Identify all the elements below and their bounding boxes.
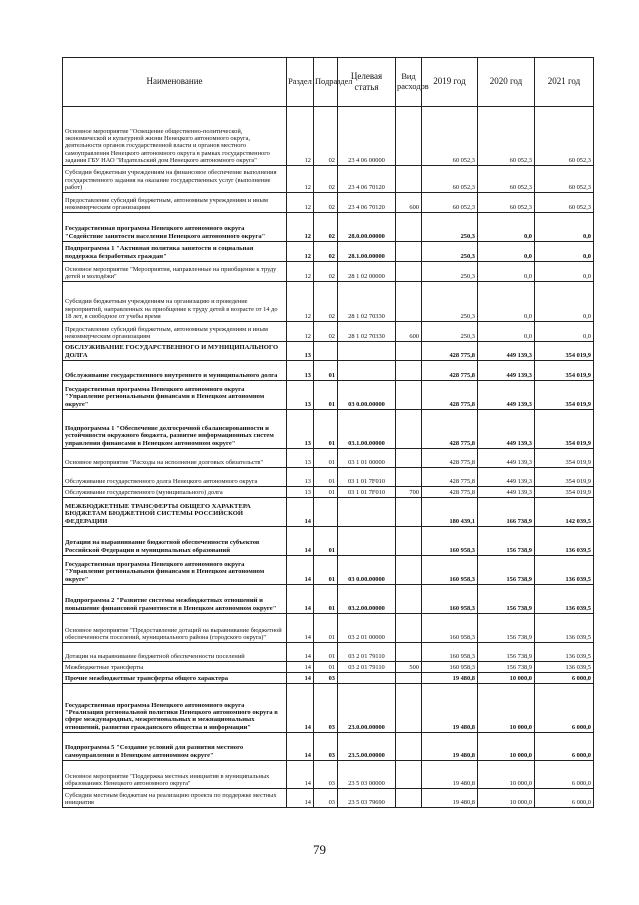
cell-podrazdel: 02 (314, 262, 338, 282)
cell-podrazdel: 01 (314, 361, 338, 381)
cell-podrazdel: 02 (314, 166, 338, 193)
cell-2020: 0,0 (478, 213, 535, 242)
cell-2021: 136 039,5 (535, 614, 594, 643)
cell-vid (396, 643, 422, 662)
cell-2020: 449 139,3 (478, 381, 535, 410)
cell-razdel: 13 (287, 487, 314, 498)
cell-target (338, 673, 396, 684)
cell-2020: 60 052,3 (478, 193, 535, 213)
cell-target: 23.5.00.00000 (338, 733, 396, 761)
cell-podrazdel: 03 (314, 733, 338, 761)
cell-target: 03 0.00.00000 (338, 556, 396, 585)
cell-name: Основное мероприятие "Расходы на исполнение долговых обязательств" (63, 449, 287, 468)
cell-podrazdel: 03 (314, 789, 338, 808)
cell-vid (396, 673, 422, 684)
cell-2019: 160 958,3 (422, 643, 478, 662)
cell-vid (396, 262, 422, 282)
cell-target: 28.1.00.00000 (338, 242, 396, 262)
cell-target: 03.1.00.00000 (338, 410, 396, 449)
cell-2019: 428 775,8 (422, 342, 478, 361)
cell-razdel: 14 (287, 761, 314, 789)
cell-2020: 0,0 (478, 322, 535, 342)
cell-2021: 0,0 (535, 322, 594, 342)
cell-2020: 10 000,0 (478, 684, 535, 733)
cell-2020: 156 738,9 (478, 556, 535, 585)
table-row (63, 662, 594, 673)
cell-2020: 60 052,3 (478, 166, 535, 193)
cell-2021: 0,0 (535, 242, 594, 262)
cell-razdel: 14 (287, 527, 314, 556)
cell-2021: 136 039,5 (535, 527, 594, 556)
cell-razdel: 12 (287, 193, 314, 213)
cell-target: 03 1 01 7F010 (338, 487, 396, 498)
cell-target: 03 1 01 7F010 (338, 468, 396, 487)
cell-2019: 60 052,3 (422, 166, 478, 193)
table-row (63, 585, 594, 614)
cell-podrazdel (314, 342, 338, 361)
cell-podrazdel: 03 (314, 684, 338, 733)
cell-name: Межбюджетные трансферты (63, 662, 287, 673)
table-row (63, 262, 594, 282)
cell-2019: 428 775,8 (422, 361, 478, 381)
cell-name: МЕЖБЮДЖЕТНЫЕ ТРАНСФЕРТЫ ОБЩЕГО ХАРАКТЕРА БЮДЖЕТАМ БЮДЖЕТНОЙ СИСТЕМЫ РОССИЙСКОЙ ФЕДЕРАЦИИ (63, 498, 287, 527)
header-target: Целевая статья (338, 58, 396, 107)
header-2019: 2019 год (422, 58, 478, 107)
cell-vid (396, 361, 422, 381)
page-number: 79 (313, 842, 326, 857)
table-row (63, 761, 594, 789)
cell-2019: 60 052,3 (422, 193, 478, 213)
table-row (63, 410, 594, 449)
cell-2021: 60 052,3 (535, 193, 594, 213)
cell-name: Государственная программа Ненецкого автономного округа "Реализация региональной политики Ненецкого автономного округа в сфере международных, межрегиональных и межнациональных отношений, развития гражданского общества и информации" (63, 684, 287, 733)
table-row (63, 342, 594, 361)
table-row (63, 213, 594, 242)
cell-target (338, 342, 396, 361)
cell-vid (396, 282, 422, 322)
cell-2019: 60 052,3 (422, 107, 478, 166)
cell-2021: 354 019,9 (535, 342, 594, 361)
table-row (63, 733, 594, 761)
cell-2019: 250,3 (422, 242, 478, 262)
cell-2021: 354 019,9 (535, 449, 594, 468)
cell-2019: 160 958,3 (422, 556, 478, 585)
cell-target: 28 1 02 70330 (338, 282, 396, 322)
cell-podrazdel: 01 (314, 410, 338, 449)
cell-name: Дотации на выравнивание бюджетной обеспеченности субъектов Российской Федерации и муниципальных образований (63, 527, 287, 556)
cell-2020: 156 738,9 (478, 614, 535, 643)
cell-name: Субсидии местным бюджетам на реализацию проекта по поддержке местных инициатив (63, 789, 287, 808)
cell-razdel: 12 (287, 107, 314, 166)
header-2021: 2021 год (535, 58, 594, 107)
cell-razdel: 14 (287, 684, 314, 733)
cell-razdel: 12 (287, 213, 314, 242)
cell-podrazdel: 01 (314, 585, 338, 614)
cell-name: ОБСЛУЖИВАНИЕ ГОСУДАРСТВЕННОГО И МУНИЦИПАЛЬНОГО ДОЛГА (63, 342, 287, 361)
cell-name: Дотации на выравнивание бюджетной обеспеченности поселений (63, 643, 287, 662)
cell-2021: 136 039,5 (535, 662, 594, 673)
cell-2021: 6 000,0 (535, 789, 594, 808)
cell-vid: 600 (396, 322, 422, 342)
cell-2021: 354 019,9 (535, 361, 594, 381)
cell-name: Подпрограмма 5 "Создание условий для развития местного самоуправления в Ненецком автономном округе" (63, 733, 287, 761)
cell-2021: 354 019,9 (535, 487, 594, 498)
budget-table (62, 57, 594, 808)
cell-razdel: 14 (287, 556, 314, 585)
cell-2019: 19 480,8 (422, 684, 478, 733)
cell-vid: 600 (396, 193, 422, 213)
table-row (63, 242, 594, 262)
cell-vid (396, 381, 422, 410)
cell-razdel: 13 (287, 381, 314, 410)
cell-podrazdel (314, 498, 338, 527)
cell-razdel: 12 (287, 166, 314, 193)
cell-razdel: 14 (287, 789, 314, 808)
table-row (63, 468, 594, 487)
cell-target: 03 1 01 00000 (338, 449, 396, 468)
cell-2019: 19 480,8 (422, 673, 478, 684)
header-2020: 2020 год (478, 58, 535, 107)
cell-podrazdel: 02 (314, 193, 338, 213)
cell-razdel: 13 (287, 468, 314, 487)
cell-2020: 10 000,0 (478, 789, 535, 808)
cell-target: 03 2 01 79110 (338, 662, 396, 673)
cell-podrazdel: 01 (314, 527, 338, 556)
cell-podrazdel: 02 (314, 213, 338, 242)
cell-vid (396, 585, 422, 614)
table-row (63, 673, 594, 684)
cell-razdel: 14 (287, 733, 314, 761)
cell-vid (396, 761, 422, 789)
table-row (63, 614, 594, 643)
cell-2019: 180 439,1 (422, 498, 478, 527)
cell-target (338, 527, 396, 556)
cell-name: Основное мероприятие "Освещение общественно-политической, экономической и культурной жизни Ненецкого автономного округа, деятельности органов государственной власти и органов местного самоуправления Ненецкого автономного округа в рамках государственного задания ГБУ НАО "Издательский дом Ненецкого автономного округа" (63, 107, 287, 166)
cell-target: 23 4 06 00000 (338, 107, 396, 166)
cell-2020: 156 738,9 (478, 527, 535, 556)
table-row (63, 556, 594, 585)
cell-name: Государственная программа Ненецкого автономного округа "Содействие занятости населения Ненецкого автономного округа" (63, 213, 287, 242)
cell-name: Субсидии бюджетным учреждениям на финансовое обеспечение выполнения государственного задания на оказание государственных услуг (выполнение работ) (63, 166, 287, 193)
cell-target: 23.0.00.00000 (338, 684, 396, 733)
cell-vid (396, 107, 422, 166)
cell-target (338, 498, 396, 527)
cell-name: Основное мероприятие "Поддержка местных инициатив в муниципальных образованиях Ненецкого автономного округа" (63, 761, 287, 789)
cell-podrazdel: 01 (314, 643, 338, 662)
cell-2019: 19 480,8 (422, 733, 478, 761)
cell-2021: 136 039,5 (535, 585, 594, 614)
cell-2021: 6 000,0 (535, 733, 594, 761)
cell-2019: 428 775,8 (422, 468, 478, 487)
cell-podrazdel: 03 (314, 761, 338, 789)
table-header (63, 58, 594, 107)
table-row (63, 166, 594, 193)
cell-2019: 250,3 (422, 322, 478, 342)
cell-podrazdel: 02 (314, 242, 338, 262)
cell-podrazdel: 01 (314, 662, 338, 673)
cell-2020: 166 738,9 (478, 498, 535, 527)
cell-name: Предоставление субсидий бюджетным, автономным учреждениям и иным некоммерческим организациям (63, 193, 287, 213)
cell-2020: 449 139,3 (478, 342, 535, 361)
cell-podrazdel: 02 (314, 282, 338, 322)
cell-2020: 449 139,3 (478, 468, 535, 487)
cell-target (338, 361, 396, 381)
cell-name: Основное мероприятие "Мероприятия, направленные на приобщение к труду детей и молодёжи" (63, 262, 287, 282)
cell-razdel: 14 (287, 498, 314, 527)
table-row (63, 381, 594, 410)
cell-podrazdel: 01 (314, 614, 338, 643)
cell-razdel: 12 (287, 322, 314, 342)
cell-2020: 156 738,9 (478, 585, 535, 614)
cell-target: 23 4 06 70120 (338, 166, 396, 193)
cell-name: Подпрограмма 2 "Развитие системы межбюджетных отношений и повышение финансовой грамотности в Ненецком автономном округе" (63, 585, 287, 614)
cell-2019: 160 958,3 (422, 614, 478, 643)
cell-vid (396, 733, 422, 761)
cell-vid (396, 410, 422, 449)
cell-razdel: 13 (287, 449, 314, 468)
cell-2020: 449 139,3 (478, 487, 535, 498)
cell-podrazdel: 01 (314, 468, 338, 487)
cell-vid (396, 342, 422, 361)
cell-target: 23 5 03 00000 (338, 761, 396, 789)
cell-podrazdel: 01 (314, 487, 338, 498)
table-row (63, 527, 594, 556)
cell-name: Субсидии бюджетным учреждениям на организацию и проведение мероприятий, направленных на приобщение к труду детей в возрасте от 14 до 18 лет, в свободное от учебы время (63, 282, 287, 322)
cell-2021: 354 019,9 (535, 381, 594, 410)
cell-name: Подпрограмма 1 "Активная политика занятости и социальная поддержка безработных граждан" (63, 242, 287, 262)
cell-2020: 156 738,9 (478, 643, 535, 662)
cell-razdel: 12 (287, 262, 314, 282)
table-body (63, 107, 594, 808)
table-row (63, 322, 594, 342)
cell-vid (396, 556, 422, 585)
cell-2021: 136 039,5 (535, 643, 594, 662)
cell-2021: 0,0 (535, 213, 594, 242)
cell-name: Подпрограмма 1 "Обеспечение долгосрочной сбалансированности и устойчивости окружного бюджета, развитие информационных систем управления финансами в Ненецком автономном округе" (63, 410, 287, 449)
cell-vid (396, 449, 422, 468)
cell-2019: 250,3 (422, 282, 478, 322)
table-row (63, 449, 594, 468)
table-row (63, 684, 594, 733)
cell-name: Прочие межбюджетные трансферты общего характера (63, 673, 287, 684)
cell-2020: 10 000,0 (478, 761, 535, 789)
cell-2019: 250,3 (422, 213, 478, 242)
header-name: Наименование (63, 58, 287, 107)
cell-2021: 136 039,5 (535, 556, 594, 585)
table-row (63, 789, 594, 808)
cell-2020: 449 139,3 (478, 410, 535, 449)
cell-2021: 6 000,0 (535, 684, 594, 733)
cell-vid (396, 213, 422, 242)
cell-2020: 449 139,3 (478, 449, 535, 468)
cell-2019: 19 480,8 (422, 789, 478, 808)
cell-target: 28.0.00.00000 (338, 213, 396, 242)
table-row (63, 107, 594, 166)
cell-razdel: 14 (287, 643, 314, 662)
cell-vid (396, 789, 422, 808)
cell-name: Обслуживание государственного (муниципального) долга (63, 487, 287, 498)
cell-razdel: 13 (287, 342, 314, 361)
cell-2021: 0,0 (535, 282, 594, 322)
cell-2019: 160 958,3 (422, 585, 478, 614)
cell-name: Государственная программа Ненецкого автономного округа "Управление региональными финансами в Ненецком автономном округе" (63, 556, 287, 585)
cell-name: Предоставление субсидий бюджетным, автономным учреждениям и иным некоммерческим организациям (63, 322, 287, 342)
cell-vid (396, 468, 422, 487)
cell-2019: 428 775,8 (422, 449, 478, 468)
cell-2021: 0,0 (535, 262, 594, 282)
cell-2020: 0,0 (478, 242, 535, 262)
cell-vid (396, 166, 422, 193)
table-row (63, 361, 594, 381)
cell-name: Обслуживание государственного внутреннего и муниципального долга (63, 361, 287, 381)
cell-razdel: 14 (287, 673, 314, 684)
cell-name: Государственная программа Ненецкого автономного округа "Управление региональными финансами в Ненецком автономном округе" (63, 381, 287, 410)
cell-2021: 60 052,3 (535, 166, 594, 193)
table-row (63, 282, 594, 322)
cell-razdel: 12 (287, 282, 314, 322)
cell-2020: 0,0 (478, 282, 535, 322)
header-vid: Вид расходов (396, 58, 422, 107)
cell-2019: 428 775,8 (422, 410, 478, 449)
cell-2021: 6 000,0 (535, 673, 594, 684)
cell-2020: 156 738,9 (478, 662, 535, 673)
cell-podrazdel: 01 (314, 381, 338, 410)
cell-2019: 250,3 (422, 262, 478, 282)
cell-razdel: 14 (287, 614, 314, 643)
cell-podrazdel: 02 (314, 107, 338, 166)
cell-2020: 10 000,0 (478, 733, 535, 761)
cell-podrazdel: 02 (314, 322, 338, 342)
cell-target: 23 4 06 70120 (338, 193, 396, 213)
cell-2019: 160 958,3 (422, 662, 478, 673)
cell-name: Обслуживание государственного долга Ненецкого автономного округа (63, 468, 287, 487)
cell-razdel: 12 (287, 242, 314, 262)
cell-vid (396, 527, 422, 556)
cell-2019: 428 775,8 (422, 381, 478, 410)
cell-target: 28 1 02 00000 (338, 262, 396, 282)
cell-2019: 160 958,3 (422, 527, 478, 556)
cell-2020: 449 139,3 (478, 361, 535, 381)
cell-podrazdel: 01 (314, 556, 338, 585)
header-podrazdel: Подраздел (314, 58, 338, 107)
cell-2021: 6 000,0 (535, 761, 594, 789)
header-razdel: Раздел (287, 58, 314, 107)
cell-2021: 142 039,5 (535, 498, 594, 527)
table-row (63, 193, 594, 213)
cell-2020: 0,0 (478, 262, 535, 282)
cell-vid (396, 242, 422, 262)
cell-razdel: 13 (287, 410, 314, 449)
cell-target: 03 2 01 79110 (338, 643, 396, 662)
cell-target: 03 0.00.00000 (338, 381, 396, 410)
cell-target: 03.2.00.00000 (338, 585, 396, 614)
cell-razdel: 14 (287, 662, 314, 673)
cell-vid (396, 498, 422, 527)
cell-vid: 500 (396, 662, 422, 673)
cell-target: 03 2 01 00000 (338, 614, 396, 643)
cell-vid: 700 (396, 487, 422, 498)
cell-2021: 354 019,9 (535, 468, 594, 487)
cell-2020: 10 000,0 (478, 673, 535, 684)
cell-vid (396, 614, 422, 643)
cell-2021: 60 052,3 (535, 107, 594, 166)
cell-2019: 19 480,8 (422, 761, 478, 789)
cell-2021: 354 019,9 (535, 410, 594, 449)
cell-name: Основное мероприятие "Предоставление дотаций на выравнивание бюджетной обеспеченности поселений, муниципального района (городского округа)" (63, 614, 287, 643)
cell-target: 28 1 02 70330 (338, 322, 396, 342)
cell-vid (396, 684, 422, 733)
cell-podrazdel: 01 (314, 449, 338, 468)
table-row (63, 643, 594, 662)
cell-podrazdel: 03 (314, 673, 338, 684)
table-row (63, 498, 594, 527)
cell-razdel: 13 (287, 361, 314, 381)
cell-razdel: 14 (287, 585, 314, 614)
table-row (63, 487, 594, 498)
cell-2019: 428 775,8 (422, 487, 478, 498)
cell-2020: 60 052,3 (478, 107, 535, 166)
cell-target: 23 5 03 79690 (338, 789, 396, 808)
